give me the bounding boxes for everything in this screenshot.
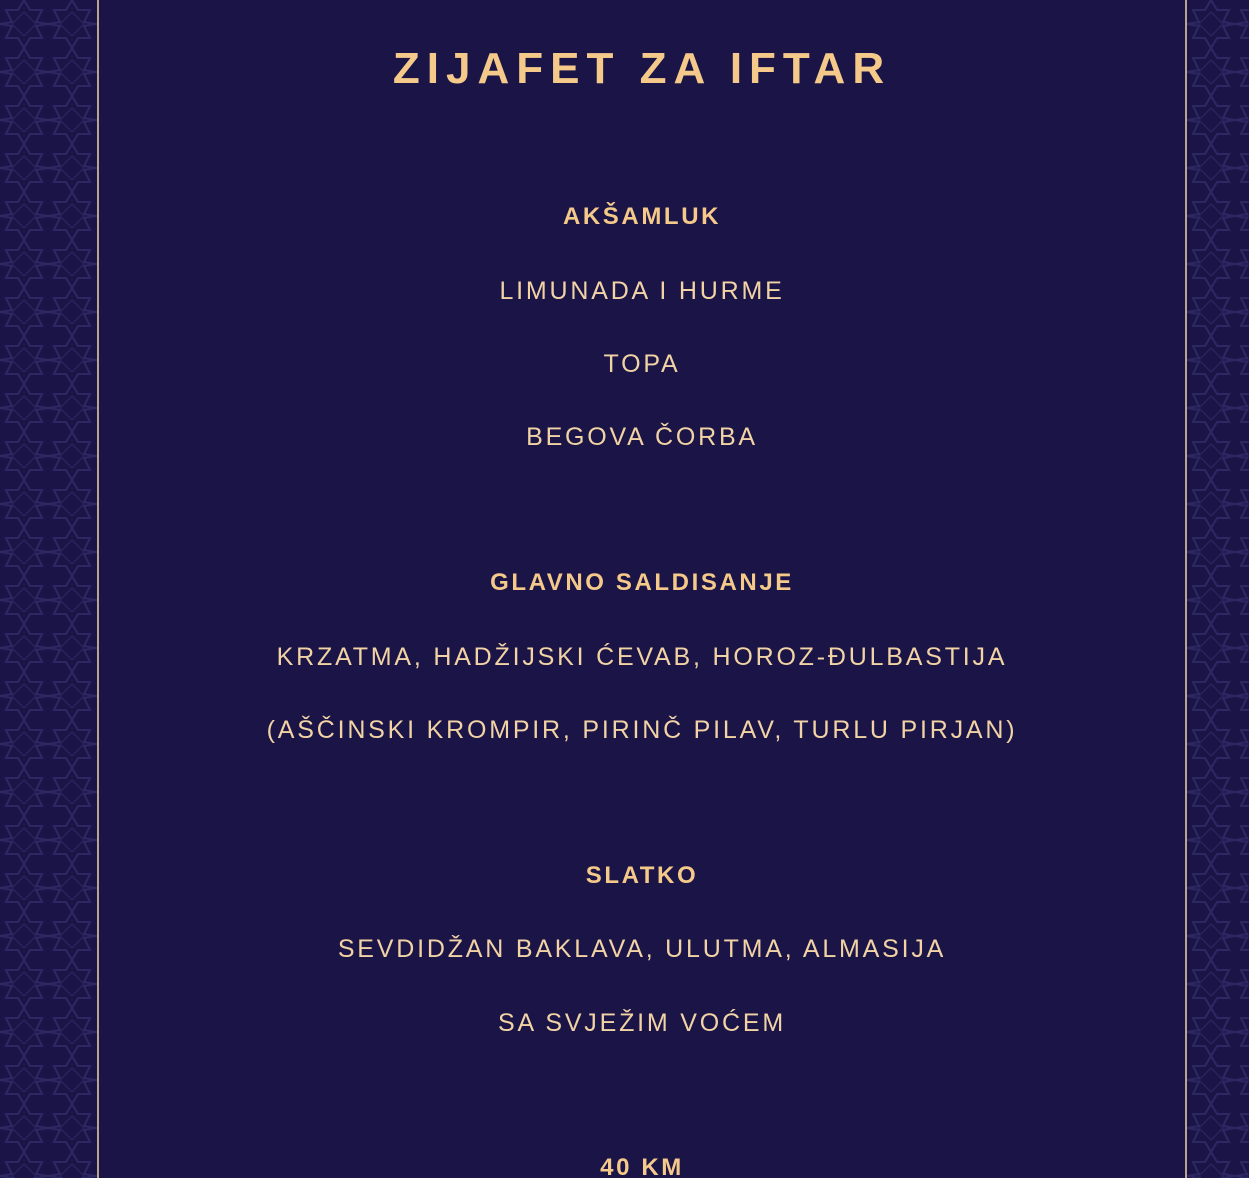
bottom-white-strip: [0, 1178, 1249, 1187]
menu-item-main-dishes: KRZATMA, HADŽIJSKI ĆEVAB, HOROZ-ĐULBASTIJA: [276, 643, 1008, 671]
section-heading-slatko: SLATKO: [585, 862, 699, 889]
menu-item-desserts: SEVDIDŽAN BAKLAVA, ULUTMA, ALMASIJA: [337, 935, 947, 963]
menu-item-side-dishes: (AŠČINSKI KROMPIR, PIRINČ PILAV, TURLU PIRJAN): [266, 716, 1018, 744]
ornamental-pattern-left: [0, 0, 97, 1178]
section-heading-glavno-saldisanje: GLAVNO SALDISANJE: [490, 569, 794, 596]
section-heading-aksamluk: AKŠAMLUK: [562, 203, 722, 230]
menu-price: 40 KM: [600, 1154, 684, 1178]
menu-item-begova-corba: BEGOVA ČORBA: [526, 423, 758, 451]
menu-item-limunada-i-hurme: LIMUNADA I HURME: [499, 277, 785, 305]
menu-panel: [99, 0, 1185, 1178]
menu-title: ZIJAFET ZA IFTAR: [392, 44, 892, 93]
ornamental-pattern-right: [1187, 0, 1249, 1178]
menu-item-fresh-fruit: SA SVJEŽIM VOĆEM: [498, 1009, 786, 1037]
frame-line-right: [1185, 0, 1187, 1178]
menu-item-topa: TOPA: [603, 350, 681, 378]
